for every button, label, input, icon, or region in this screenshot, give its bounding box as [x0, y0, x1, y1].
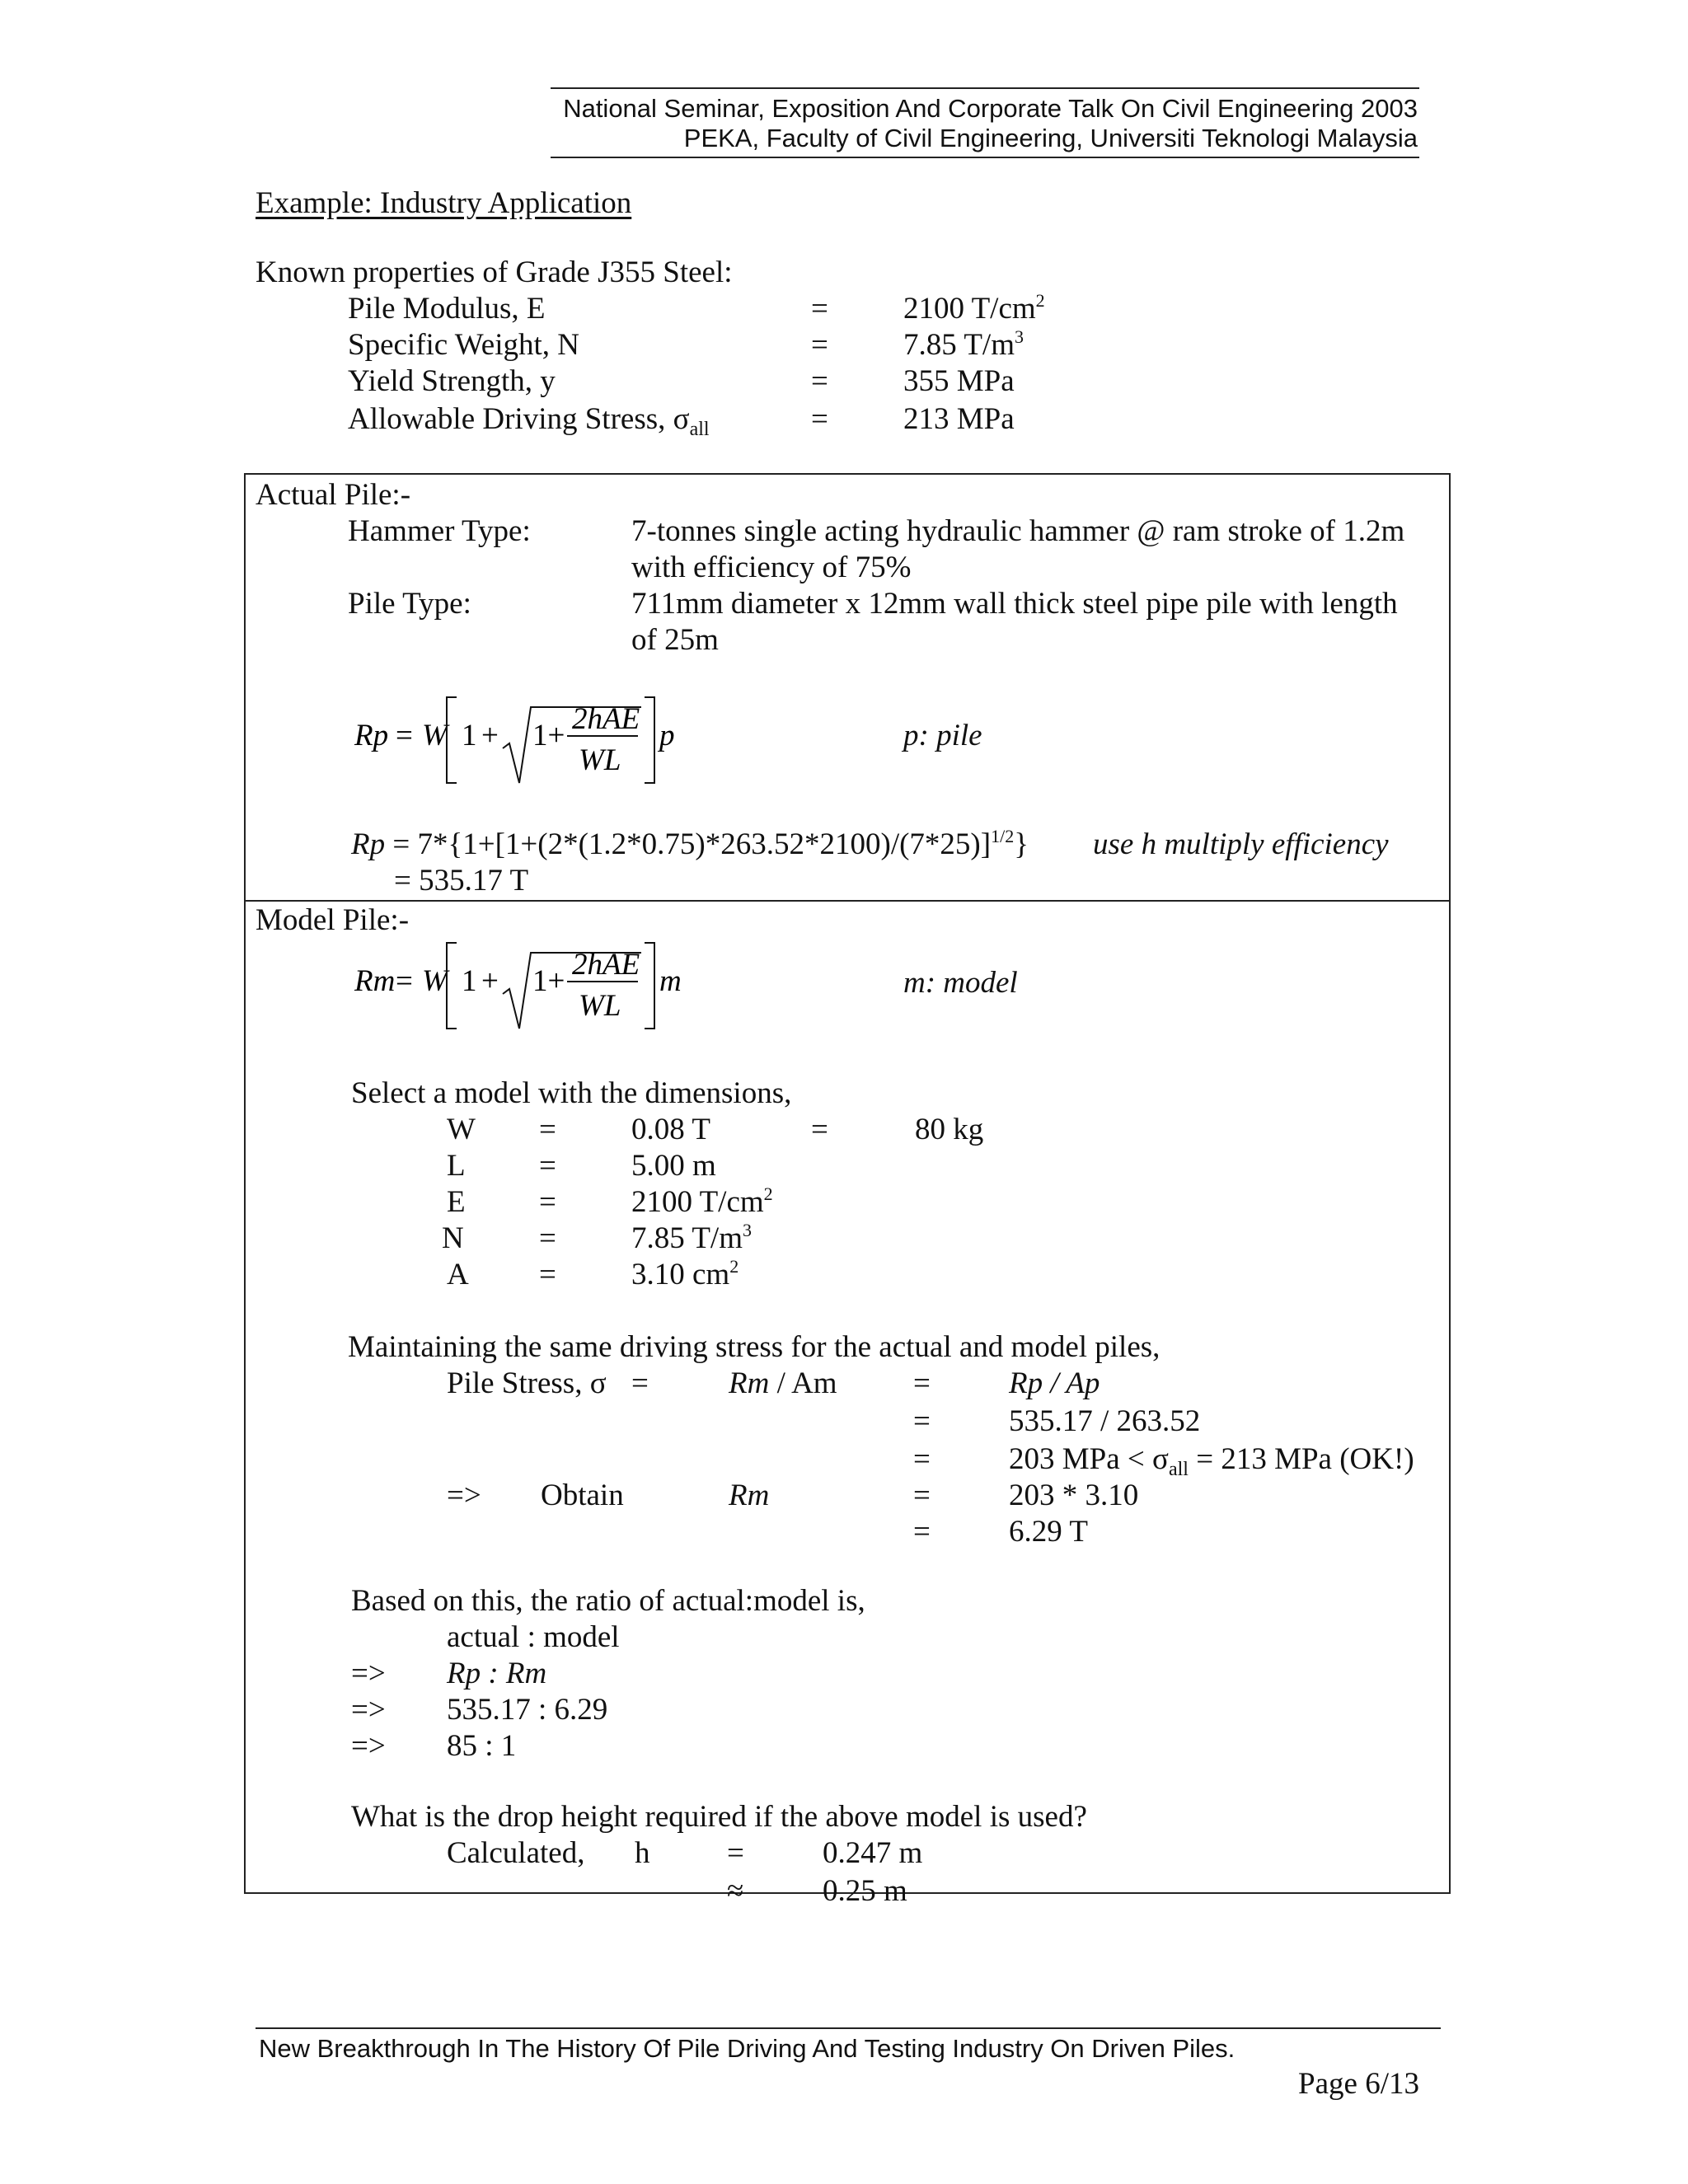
svg-text:+: +: [481, 719, 499, 752]
stress-rp-ap: Rp / Ap: [1009, 1366, 1100, 1400]
ratio-arrow: =>: [351, 1729, 386, 1763]
known-intro: Known properties of Grade J355 Steel:: [256, 255, 733, 289]
svg-text:+: +: [481, 964, 499, 998]
header-rule-bottom: [551, 157, 1419, 158]
dim-symbol: A: [447, 1258, 469, 1291]
dim-value: 5.00 m: [631, 1149, 716, 1183]
svg-text:=: =: [396, 964, 413, 998]
ratio-value: Rp : Rm: [447, 1657, 547, 1690]
h-symbol: h: [635, 1836, 650, 1870]
step-3: 203 * 3.10: [1009, 1479, 1139, 1512]
stress-rm-am: Rm / Am: [729, 1366, 837, 1400]
ratio-arrow: =>: [351, 1693, 386, 1727]
dim-value: 0.08 T: [631, 1113, 710, 1146]
rp-note: p: pile: [903, 719, 982, 752]
ratio-value: 535.17 : 6.29: [447, 1693, 608, 1727]
rp-formula-one: 1: [462, 719, 477, 752]
dim-value-2: 80 kg: [915, 1113, 984, 1146]
obtain-label: Obtain: [541, 1479, 624, 1512]
rm-formula-suffix: m: [659, 964, 682, 998]
ratio-head: actual : model: [447, 1620, 620, 1654]
dim-eq: =: [539, 1113, 556, 1146]
pile-type-line-1: 711mm diameter x 12mm wall thick steel pipe pile with length: [631, 587, 1398, 621]
dim-symbol: N: [442, 1221, 464, 1255]
h-value-rounded: 0.25 m: [823, 1874, 907, 1908]
rp-formula-lhs: Rp: [354, 719, 389, 752]
rm-formula: [351, 936, 697, 1039]
dim-eq: =: [539, 1149, 556, 1183]
step-1: 535.17 / 263.52: [1009, 1404, 1201, 1438]
rp-formula-numerator: 2hAE: [572, 702, 640, 736]
hammer-type-line-1: 7-tonnes single acting hydraulic hammer @ ram stroke of 1.2m: [631, 514, 1405, 548]
step-2: 203 MPa < $\sigma_{all} = 213$ MPa (OK!): [1009, 1442, 1414, 1480]
rp-result: = 535.17 T: [394, 864, 529, 898]
step-eq: =: [913, 1515, 931, 1549]
svg-text:=: =: [396, 719, 413, 752]
known-row-value: 7.85 $T/m^3$: [903, 326, 1024, 362]
rp-formula-w: W: [422, 719, 448, 752]
rp-calculation-note: use h multiply efficiency: [1093, 827, 1389, 861]
section-title: Example: Industry Application: [256, 186, 632, 220]
h-value: 0.247 m: [823, 1836, 923, 1870]
rp-calculation: $Rp = 7*\{1+[1+(2*(1.2*0.75)*263.52*2100)/(7*25)]^{1/2}\}$: [351, 826, 1029, 861]
model-pile-heading: Model Pile:-: [256, 903, 410, 937]
pile-type-line-2: of 25m: [631, 623, 719, 657]
rp-formula-suffix: p: [659, 719, 675, 752]
known-row-value: 2100 $T/cm^2$: [903, 290, 1045, 326]
step-eq: =: [913, 1404, 931, 1438]
known-row-eq: =: [811, 364, 828, 398]
known-row-label: Allowable Driving Stress, $\sigma_{all}$: [348, 402, 710, 440]
maintain-intro: Maintaining the same driving stress for the actual and model piles,: [348, 1330, 1160, 1364]
rm-formula-denominator: WL: [579, 989, 621, 1023]
dim-value: 7.85 $T/m^3$: [631, 1220, 752, 1255]
header-rule-top: [551, 87, 1419, 89]
stress-label: Pile Stress, σ: [447, 1366, 607, 1400]
drop-question: What is the drop height required if the above model is used?: [351, 1800, 1087, 1834]
footer-title: New Breakthrough In The History Of Pile Driving And Testing Industry On Driven Piles.: [259, 2034, 1236, 2063]
rm-formula-w: W: [422, 964, 448, 998]
h-approx: ≈: [727, 1874, 744, 1908]
known-row-label: Specific Weight, N: [348, 328, 579, 362]
known-row-eq: =: [811, 328, 828, 362]
box-divider: [244, 900, 1449, 902]
known-row-label: Pile Modulus, E: [348, 292, 546, 326]
calculation-box: [244, 473, 1451, 1894]
page-number: Page 6/13: [1298, 2067, 1419, 2101]
known-row-eq: =: [811, 402, 828, 436]
stress-eq: =: [631, 1366, 649, 1400]
known-row-value: 213 MPa: [903, 402, 1015, 436]
known-row-label: Yield Strength, y: [348, 364, 556, 398]
rm-formula-lhs: Rm: [354, 964, 396, 998]
known-row-value: 355 MPa: [903, 364, 1015, 398]
known-row-eq: =: [811, 292, 828, 326]
footer-rule: [256, 2027, 1441, 2029]
ratio-value: 85 : 1: [447, 1729, 517, 1763]
ratio-arrow: =>: [351, 1657, 386, 1690]
header-line-1: National Seminar, Exposition And Corporate Talk On Civil Engineering 2003: [563, 94, 1418, 123]
dim-eq: =: [539, 1185, 556, 1219]
rp-formula: [351, 691, 697, 794]
hammer-type-line-2: with efficiency of 75%: [631, 551, 912, 584]
rm-formula-numerator: 2hAE: [572, 948, 640, 982]
svg-text:1+: 1+: [532, 719, 565, 752]
rm-formula-one: 1: [462, 964, 477, 998]
dim-eq-2: =: [811, 1113, 828, 1146]
actual-pile-heading: Actual Pile:-: [256, 478, 411, 512]
h-eq: =: [727, 1836, 744, 1870]
dim-symbol: L: [447, 1149, 466, 1183]
rm-note: m: model: [903, 966, 1018, 1000]
hammer-type-label: Hammer Type:: [348, 514, 531, 548]
pile-type-label: Pile Type:: [348, 587, 471, 621]
step-4: 6.29 T: [1009, 1515, 1088, 1549]
step-eq: =: [913, 1442, 931, 1476]
calculated-label: Calculated,: [447, 1836, 585, 1870]
ratio-intro: Based on this, the ratio of actual:model is,: [351, 1584, 865, 1618]
obtain-arrow: =>: [447, 1479, 481, 1512]
dim-value: 2100 $T/cm^2$: [631, 1183, 773, 1219]
dim-symbol: E: [447, 1185, 466, 1219]
dim-value: 3.10 $cm^2$: [631, 1256, 739, 1291]
rp-formula-denominator: WL: [579, 743, 621, 777]
header-line-2: PEKA, Faculty of Civil Engineering, Universiti Teknologi Malaysia: [683, 124, 1418, 152]
dim-eq: =: [539, 1221, 556, 1255]
svg-text:1+: 1+: [532, 964, 565, 998]
stress-eq-2: =: [913, 1366, 931, 1400]
select-intro: Select a model with the dimensions,: [351, 1076, 792, 1110]
dim-symbol: W: [447, 1113, 476, 1146]
obtain-rm: Rm: [729, 1479, 770, 1512]
step-eq: =: [913, 1479, 931, 1512]
dim-eq: =: [539, 1258, 556, 1291]
